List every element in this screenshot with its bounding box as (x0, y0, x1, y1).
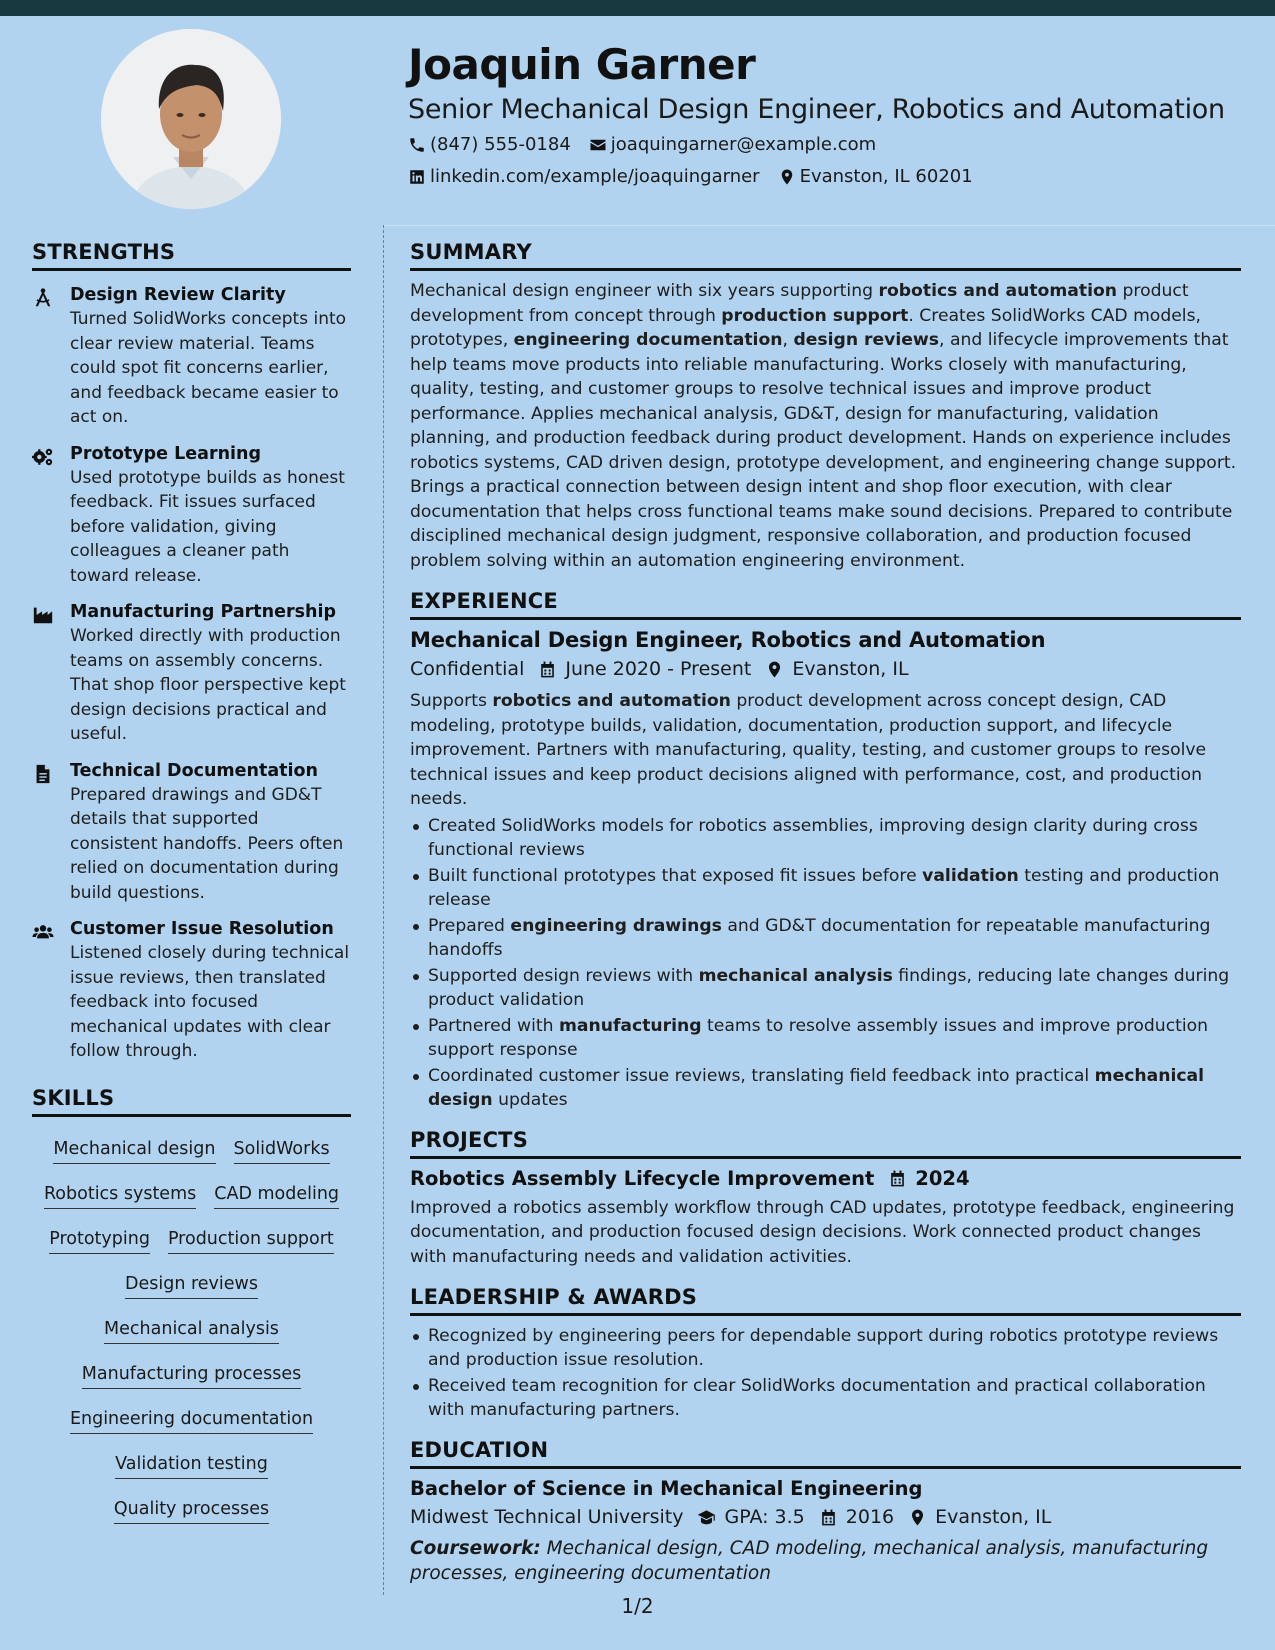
skills-list (32, 1125, 351, 1530)
strength-desc: Worked directly with production teams on assembly concerns. That shop floor perspective kept design decisions practical and useful. (70, 626, 346, 744)
leadership-section (410, 1285, 1241, 1422)
gears-icon (32, 446, 54, 468)
contact-row-1 (408, 134, 894, 155)
header-divider (384, 225, 1275, 226)
project-year: 2024 (915, 1166, 970, 1190)
calendar-icon (819, 1508, 838, 1527)
linkedin-icon (408, 168, 426, 186)
strength-title: Manufacturing Partnership (70, 602, 336, 622)
profile-photo (101, 29, 281, 209)
job-description: Supports robotics and automation product development across concept design, CAD modeling, prototype builds, validation, documentation, production support, and lifecycle improvement. Partners with manufacturing, quality, testing, and customer groups to resolve technical issues and keep product decisions aligned with performance, cost, and production needs. (410, 691, 1207, 809)
linkedin-contact[interactable] (408, 166, 760, 187)
graduation-cap-icon (697, 1508, 716, 1527)
strength-desc: Used prototype builds as honest feedback. Fit issues surfaced before validation, giving colleagues a cleaner path toward release. (70, 467, 345, 586)
envelope-icon (589, 136, 607, 154)
degree-title: Bachelor of Science in Mechanical Engineering (410, 1477, 923, 1500)
strength-item (32, 761, 351, 906)
coursework-label: Coursework: (410, 1538, 541, 1559)
list-item: Prepared engineering drawings and GD&T documentation for repeatable manufacturing handoffs (410, 914, 1241, 962)
summary-text: Mechanical design engineer with six years supporting robotics and automation product development from concept through production support. Creates SolidWorks CAD models, prototypes, engineering documentation, design reviews, and lifecycle improvements that help teams move products into reliable manufacturing. Works closely with manufacturing, quality, testing, and customer groups to resolve technical issues and improve product performance. Applies mechanical analysis, GD&T, design for manufacturing, validation planning, and production feedback during product development. Hands on experience includes robotics systems, CAD driven design, prototype development, and engineering change support. Brings a practical connection between design intent and shop floor execution, with clear documentation that helps cross functional teams make sound decisions. Prepared to contribute disciplined mechanical design judgment, responsive collaboration, and production focused problem solving within an automation engineering environment. (410, 281, 1237, 571)
coursework (410, 1537, 1241, 1586)
summary-section (410, 240, 1241, 573)
project-name: Robotics Assembly Lifecycle Improvement (410, 1166, 875, 1190)
experience-heading: EXPERIENCE (410, 589, 1241, 620)
column-divider (383, 225, 384, 1595)
strength-title: Design Review Clarity (70, 285, 286, 305)
location-text: Evanston, IL 60201 (799, 166, 973, 187)
document-icon (32, 763, 54, 785)
list-item: Built functional prototypes that exposed fit issues before validation testing and production release (410, 864, 1241, 912)
strengths-heading: STRENGTHS (32, 240, 351, 271)
project-title (410, 1167, 1241, 1190)
skill-tag: Manufacturing processes (82, 1356, 301, 1389)
location-contact (778, 166, 973, 187)
school-name: Midwest Technical University (410, 1506, 684, 1528)
skill-tag: Engineering documentation (70, 1401, 313, 1434)
job-dates: June 2020 - Present (565, 658, 752, 680)
strength-item (32, 602, 351, 747)
left-column (32, 240, 351, 1530)
linkedin-text[interactable]: linkedin.com/example/joaquingarner (430, 166, 760, 187)
skill-tag: Validation testing (115, 1446, 268, 1479)
skill-tag: Prototyping (49, 1221, 150, 1254)
list-item: Coordinated customer issue reviews, translating field feedback into practical mechanical design updates (410, 1064, 1241, 1112)
job-location: Evanston, IL (792, 658, 909, 680)
education-section (410, 1438, 1241, 1586)
phone-icon (408, 136, 426, 154)
page-number: 1/2 (621, 1594, 654, 1618)
job-title: Mechanical Design Engineer, Robotics and Automation (410, 628, 1046, 652)
compass-icon (32, 287, 54, 309)
users-icon (32, 921, 54, 943)
strength-desc: Listened closely during technical issue reviews, then translated feedback into focused mechanical updates with clear follow through. (70, 943, 350, 1061)
graduation-year: 2016 (845, 1506, 895, 1528)
strength-item (32, 444, 351, 589)
map-pin-icon (765, 660, 784, 679)
top-bar (0, 0, 1275, 16)
calendar-icon (538, 660, 557, 679)
job-meta (410, 658, 1241, 680)
strength-desc: Prepared drawings and GD&T details that supported consistent handoffs. Peers often relied on documentation during build questions. (70, 784, 344, 903)
skill-tag: Robotics systems (44, 1176, 196, 1209)
company-name: Confidential (410, 658, 525, 680)
leadership-heading: LEADERSHIP & AWARDS (410, 1285, 1241, 1316)
strength-desc: Turned SolidWorks concepts into clear review material. Teams could spot fit concerns earlier, and feedback became easier to act on. (70, 309, 347, 427)
skill-tag: Design reviews (125, 1266, 258, 1299)
phone-contact (408, 134, 571, 155)
summary-heading: SUMMARY (410, 240, 1241, 271)
job-bullets (410, 814, 1241, 1112)
strength-item (32, 919, 351, 1064)
skill-tag: Mechanical analysis (104, 1311, 279, 1344)
school-location: Evanston, IL (935, 1506, 1052, 1528)
experience-section (410, 589, 1241, 1112)
leadership-bullets (410, 1324, 1241, 1422)
map-pin-icon (908, 1508, 927, 1527)
strength-title: Technical Documentation (70, 760, 319, 781)
skill-tag: Quality processes (114, 1491, 269, 1524)
strength-item (32, 285, 351, 430)
projects-section (410, 1128, 1241, 1270)
skill-tag: Mechanical design (53, 1131, 215, 1164)
education-heading: EDUCATION (410, 1438, 1241, 1469)
projects-heading: PROJECTS (410, 1128, 1241, 1159)
skill-tag: Production support (168, 1221, 334, 1254)
skill-tag: SolidWorks (234, 1131, 330, 1164)
right-column (410, 240, 1241, 1586)
skill-tag: CAD modeling (214, 1176, 339, 1209)
project-description: Improved a robotics assembly workflow through CAD updates, prototype feedback, engineering documentation, and production focused design decisions. Work connected product changes with manufacturing needs and validation activities. (410, 1197, 1235, 1267)
list-item: Received team recognition for clear SolidWorks documentation and practical collaboration with manufacturing partners. (410, 1374, 1241, 1422)
candidate-headline: Senior Mechanical Design Engineer, Robotics and Automation (408, 94, 1225, 125)
skills-heading: SKILLS (32, 1086, 351, 1117)
strength-title: Customer Issue Resolution (70, 919, 334, 939)
map-pin-icon (778, 168, 796, 186)
phone-text: (847) 555-0184 (430, 134, 571, 155)
list-item: Recognized by engineering peers for dependable support during robotics prototype reviews and production issue resolution. (410, 1324, 1241, 1372)
email-contact[interactable] (589, 134, 876, 155)
list-item: Supported design reviews with mechanical analysis findings, reducing late changes during product validation (410, 964, 1241, 1012)
email-text[interactable]: joaquingarner@example.com (610, 134, 877, 155)
industry-icon (32, 604, 54, 626)
list-item: Created SolidWorks models for robotics assemblies, improving design clarity during cross functional reviews (410, 814, 1241, 862)
strength-title: Prototype Learning (70, 443, 262, 464)
coursework-list: Mechanical design, CAD modeling, mechanical analysis, manufacturing processes, engineering documentation (410, 1538, 1209, 1584)
education-meta (410, 1506, 1241, 1528)
list-item: Partnered with manufacturing teams to resolve assembly issues and improve production support response (410, 1014, 1241, 1062)
contact-row-2 (408, 166, 991, 187)
calendar-icon (888, 1169, 907, 1188)
candidate-name: Joaquin Garner (408, 40, 756, 89)
gpa: GPA: 3.5 (724, 1506, 805, 1528)
